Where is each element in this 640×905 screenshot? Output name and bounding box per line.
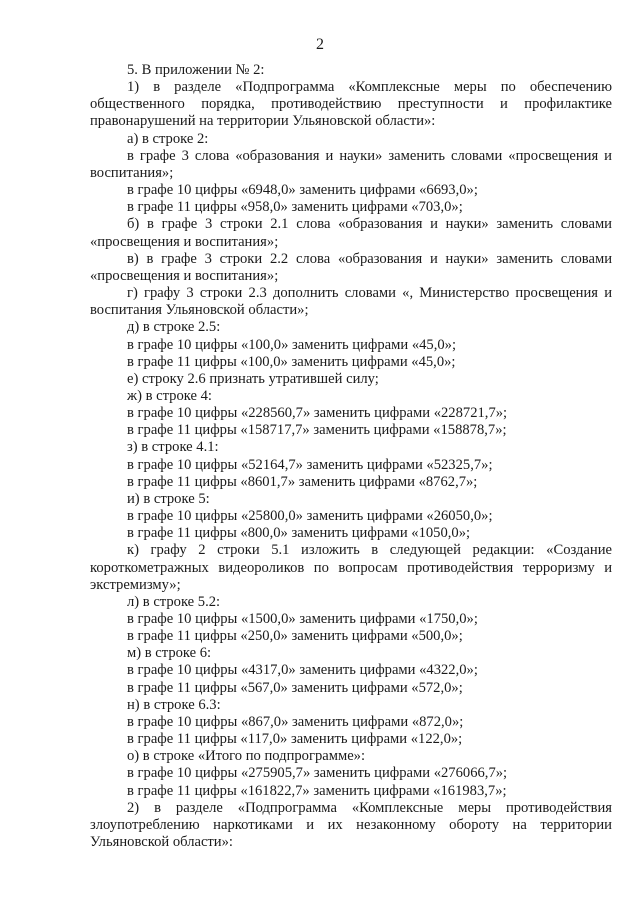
paragraph: д) в строке 2.5: [127, 319, 221, 336]
paragraph: в графе 11 цифры «117,0» заменить цифрами «122,0»; [127, 731, 463, 748]
paragraph: 5. В приложении № 2: [127, 62, 265, 78]
paragraph: а) в строке 2: [127, 130, 209, 147]
paragraph: в графе 11 цифры «100,0» заменить цифрами «45,0»; [127, 353, 456, 370]
paragraph: в графе 11 цифры «800,0» заменить цифрами «1050,0»; [127, 525, 471, 542]
paragraph: л) в строке 5.2: [127, 593, 221, 610]
paragraph: в графе 11 цифры «567,0» заменить цифрами «572,0»; [127, 679, 463, 696]
paragraph: б) в графе 3 строки 2.1 слова «образования и науки» заменить словами «просвещения и воспитания»; [90, 216, 612, 250]
paragraph: г) графу 3 строки 2.3 дополнить словами «, Министерство просвещения и воспитания Ульяновской области»; [90, 285, 612, 319]
paragraph: в графе 10 цифры «100,0» заменить цифрами «45,0»; [127, 336, 457, 353]
paragraph: в графе 11 цифры «161822,7» заменить цифрами «161983,7»; [127, 782, 507, 799]
paragraph: в графе 11 цифры «8601,7» заменить цифрами «8762,7»; [127, 473, 478, 490]
document-body [90, 62, 612, 851]
paragraph: 1) в разделе «Подпрограмма «Комплексные меры по обеспечению общественного порядка, противодействию преступности и профилактике правонарушений на территории Ульяновской области»: [90, 79, 612, 130]
paragraph: в графе 3 слова «образования и науки» заменить словами «просвещения и воспитания»; [90, 147, 612, 181]
paragraph: н) в строке 6.3: [127, 696, 221, 713]
paragraph: в графе 10 цифры «1500,0» заменить цифрами «1750,0»; [127, 611, 478, 627]
paragraph: о) в строке «Итого по подпрограмме»: [127, 748, 366, 765]
paragraph: в графе 11 цифры «250,0» заменить цифрами «500,0»; [127, 628, 463, 645]
paragraph: з) в строке 4.1: [127, 439, 219, 456]
page-number: 2 [316, 36, 324, 53]
paragraph: в графе 10 цифры «867,0» заменить цифрами «872,0»; [127, 713, 464, 730]
paragraph: е) строку 2.6 признать утратившей силу; [127, 370, 379, 387]
paragraph: в графе 10 цифры «6948,0» заменить цифрами «6693,0»; [127, 182, 478, 199]
paragraph: в графе 10 цифры «25800,0» заменить цифрами «26050,0»; [127, 508, 493, 525]
paragraph: в графе 10 цифры «228560,7» заменить цифрами «228721,7»; [127, 405, 508, 422]
paragraph: в графе 10 цифры «275905,7» заменить цифрами «276066,7»; [127, 765, 508, 782]
paragraph: 2) в разделе «Подпрограмма «Комплексные меры противодействия злоупотреблению наркотиками и их незаконному обороту на территории Ульяновской области»: [90, 799, 612, 851]
paragraph: ж) в строке 4: [127, 387, 212, 404]
paragraph: м) в строке 6: [127, 645, 212, 662]
paragraph: в графе 10 цифры «4317,0» заменить цифрами «4322,0»; [127, 662, 478, 679]
paragraph: к) графу 2 строки 5.1 изложить в следующей редакции: «Создание короткометражных видеороликов по вопросам противодействия терроризму и экстремизму»; [90, 542, 612, 593]
paragraph: в графе 11 цифры «158717,7» заменить цифрами «158878,7»; [127, 422, 507, 439]
paragraph: в графе 11 цифры «958,0» заменить цифрами «703,0»; [127, 199, 463, 216]
paragraph: в графе 10 цифры «52164,7» заменить цифрами «52325,7»; [127, 456, 493, 473]
paragraph: и) в строке 5: [127, 490, 210, 507]
paragraph: в) в графе 3 строки 2.2 слова «образования и науки» заменить словами «просвещения и воспитания»; [90, 250, 612, 284]
